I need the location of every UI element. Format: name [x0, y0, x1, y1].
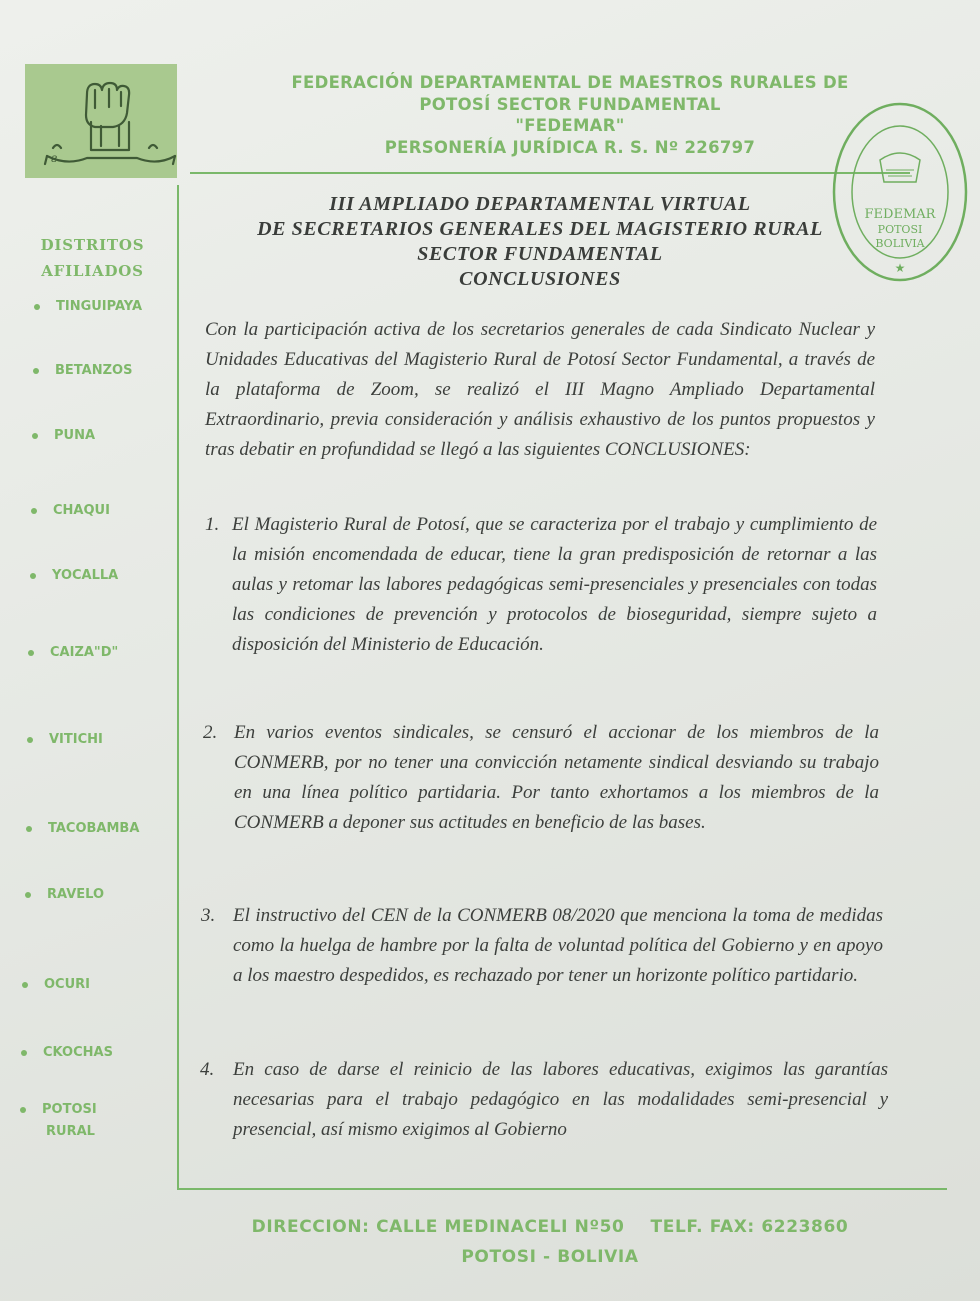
district-item — [21, 1042, 113, 1064]
district-item — [20, 1099, 97, 1121]
intro-paragraph: Con la participación activa de los secretarios generales de cada Sindicato Nuclear y Unidades Educativas del Magisterio Rural de Potosí Sector Fundamental, a través de la plataforma de Zoom, se realizó el III Magno Ampliado Departamental Extraordinario, previa consideración y análisis exhaustivo de los puntos propuestos y tras debatir en profundidad se llegó a las siguientes CONCLUSIONES: — [205, 319, 875, 460]
district-label: VITICHI — [49, 732, 103, 747]
official-seal — [830, 100, 970, 285]
letterhead — [230, 72, 910, 158]
district-label: CHAQUI — [53, 503, 110, 518]
district-label: RAVELO — [47, 887, 105, 902]
fedemar-logo — [25, 64, 177, 178]
seal-text-2: POTOSI — [877, 223, 923, 236]
bullet-icon — [33, 368, 39, 374]
bullet-icon — [26, 826, 32, 832]
bullet-icon — [22, 982, 28, 988]
title-line-2: DE SECRETARIOS GENERALES DEL MAGISTERIO RURAL — [257, 218, 823, 240]
letterhead-line-2: POTOSÍ SECTOR FUNDAMENTAL — [419, 94, 721, 114]
letterhead-line-4: PERSONERÍA JURÍDICA R. S. Nº 226797 — [384, 137, 756, 157]
district-item — [27, 729, 103, 751]
district-label: BETANZOS — [55, 363, 133, 378]
bullet-icon — [30, 573, 36, 579]
sidebar-title — [30, 232, 155, 284]
item-number: 4. — [200, 1059, 215, 1080]
district-item — [34, 296, 142, 318]
footer-line-2: POTOSI - BOLIVIA — [461, 1247, 639, 1267]
district-item — [28, 642, 118, 664]
seal-star-icon: ★ — [894, 261, 906, 275]
seal-stamp-icon — [830, 100, 970, 285]
district-item — [25, 884, 104, 906]
title-line-4: CONCLUSIONES — [459, 268, 621, 290]
item-number: 1. — [205, 514, 220, 535]
conclusion-item: El Magisterio Rural de Potosí, que se caracteriza por el trabajo y cumplimiento de la misión encomendada de educar, tiene la gran predisposición de retornar a las aulas y retomar las labores pedagógicas semi-presenciales y presenciales con todas las condiciones de prevención y protocolos de bioseguridad, siempre sujeto a disposición del Ministerio de Educación. — [232, 514, 877, 655]
bullet-icon — [21, 1050, 27, 1056]
district-item — [22, 974, 90, 996]
title-line-3: SECTOR FUNDAMENTAL — [417, 243, 663, 265]
district-item-continued — [46, 1121, 95, 1143]
sidebar-title-line-1: DISTRITOS — [40, 236, 145, 254]
svg-text:ƨ: ƨ — [51, 151, 58, 165]
letterhead-line-1: FEDERACIÓN DEPARTAMENTAL DE MAESTROS RURALES DE — [291, 73, 849, 92]
item-number: 3. — [201, 905, 216, 926]
raised-fist-icon — [25, 64, 177, 178]
district-label: CKOCHAS — [43, 1045, 113, 1060]
seal-text-3: BOLIVIA — [875, 237, 925, 250]
bullet-icon — [27, 737, 33, 743]
bullet-icon — [25, 892, 31, 898]
seal-text-1: FEDEMAR — [864, 207, 936, 222]
sidebar-divider — [177, 185, 179, 1190]
conclusion-item: En varios eventos sindicales, se censuró el accionar de los miembros de la CONMERB, por no tener una convicción netamente sindical desviando su trabajo en una línea político partidaria. Por tanto exhortamos a los miembros de la CONMERB a deponer sus actitudes en beneficio de las bases. — [234, 722, 879, 833]
letterhead-line-3: "FEDEMAR" — [515, 116, 625, 135]
district-label: CAIZA"D" — [50, 645, 119, 660]
district-item — [32, 425, 95, 447]
district-label: TINGUIPAYA — [56, 299, 143, 314]
district-item — [31, 500, 110, 522]
header-divider — [190, 172, 910, 174]
bullet-icon — [31, 508, 37, 514]
document-title — [230, 192, 850, 292]
bullet-icon — [20, 1107, 26, 1113]
bullet-icon — [32, 433, 38, 439]
bullet-icon — [34, 304, 40, 310]
footer-address — [180, 1212, 920, 1272]
district-item — [33, 360, 132, 382]
conclusion-item: En caso de darse el reinicio de las labores educativas, exigimos las garantías necesarias para el trabajo pedagógico en las modalidades semi-presencial y presencial, así mismo exigimos al Gobierno — [233, 1059, 888, 1140]
district-item — [26, 818, 139, 840]
bullet-icon — [28, 650, 34, 656]
footer-line-1: DIRECCION: CALLE MEDINACELI Nº50 TELF. FAX: 6223860 — [251, 1217, 849, 1237]
district-label: PUNA — [54, 428, 96, 443]
district-label: RURAL — [46, 1124, 95, 1139]
title-line-1: III AMPLIADO DEPARTAMENTAL VIRTUAL — [329, 193, 751, 215]
district-label: TACOBAMBA — [48, 821, 140, 836]
conclusion-item: El instructivo del CEN de la CONMERB 08/2020 que menciona la toma de medidas como la huelga de hambre por la falta de voluntad política del Gobierno y en apoyo a los maestro despedidos, es rechazado por tener un horizonte político partidario. — [233, 905, 883, 986]
sidebar-title-line-2: AFILIADOS — [41, 262, 144, 280]
district-label: YOCALLA — [52, 568, 119, 583]
footer-divider — [177, 1188, 947, 1190]
item-number: 2. — [203, 722, 218, 743]
district-label: POTOSI — [42, 1102, 97, 1117]
district-item — [30, 565, 118, 587]
district-label: OCURI — [44, 977, 90, 992]
